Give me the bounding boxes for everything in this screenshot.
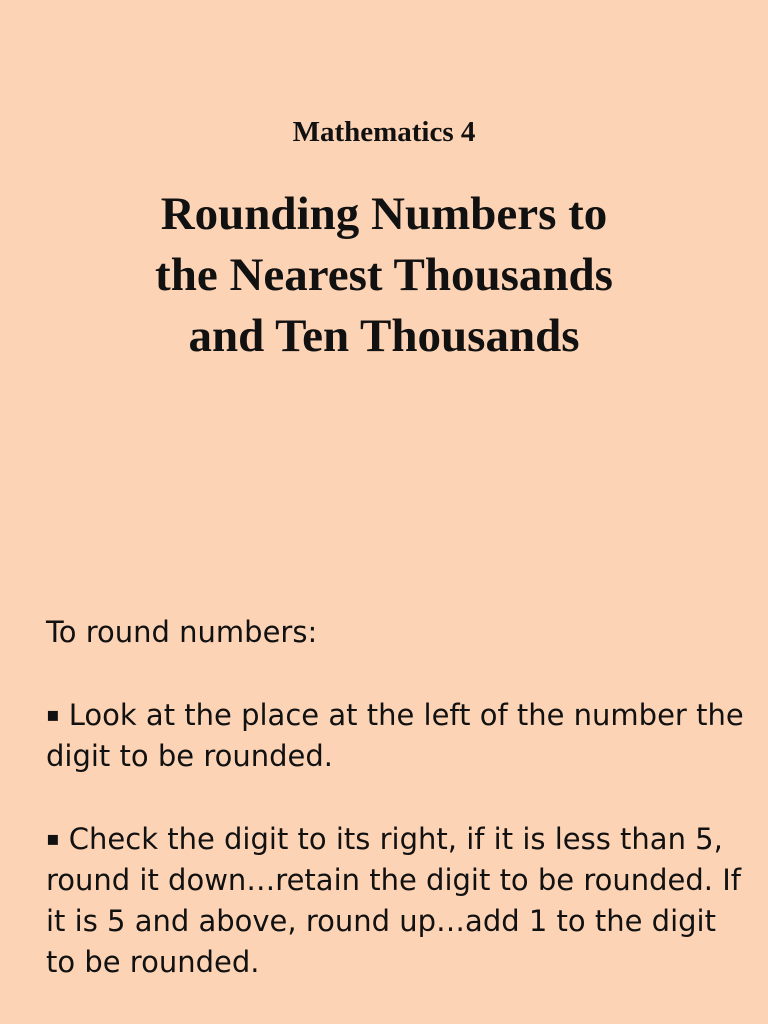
slide-body bbox=[46, 612, 746, 983]
bullet-text-1: Look at the place at the left of the number the digit to be rounded. bbox=[46, 698, 744, 773]
slide-title bbox=[0, 184, 768, 367]
bullet-item-2 bbox=[46, 818, 746, 983]
title-line-3: and Ten Thousands bbox=[188, 310, 580, 362]
title-line-1: Rounding Numbers to bbox=[160, 188, 608, 240]
title-line-2: the Nearest Thousands bbox=[155, 249, 613, 301]
intro-text: To round numbers: bbox=[46, 615, 318, 649]
square-bullet-icon: ▪ bbox=[46, 702, 60, 726]
square-bullet-icon: ▪ bbox=[46, 826, 60, 850]
slide-subject: Mathematics 4 bbox=[292, 116, 476, 148]
bullet-text-2: Check the digit to its right, if it is less than 5, round it down…retain the digit to be rounded. If it is 5 and above, round up…add 1 to the digit to be rounded. bbox=[46, 822, 742, 979]
bullet-item-1 bbox=[46, 694, 746, 777]
